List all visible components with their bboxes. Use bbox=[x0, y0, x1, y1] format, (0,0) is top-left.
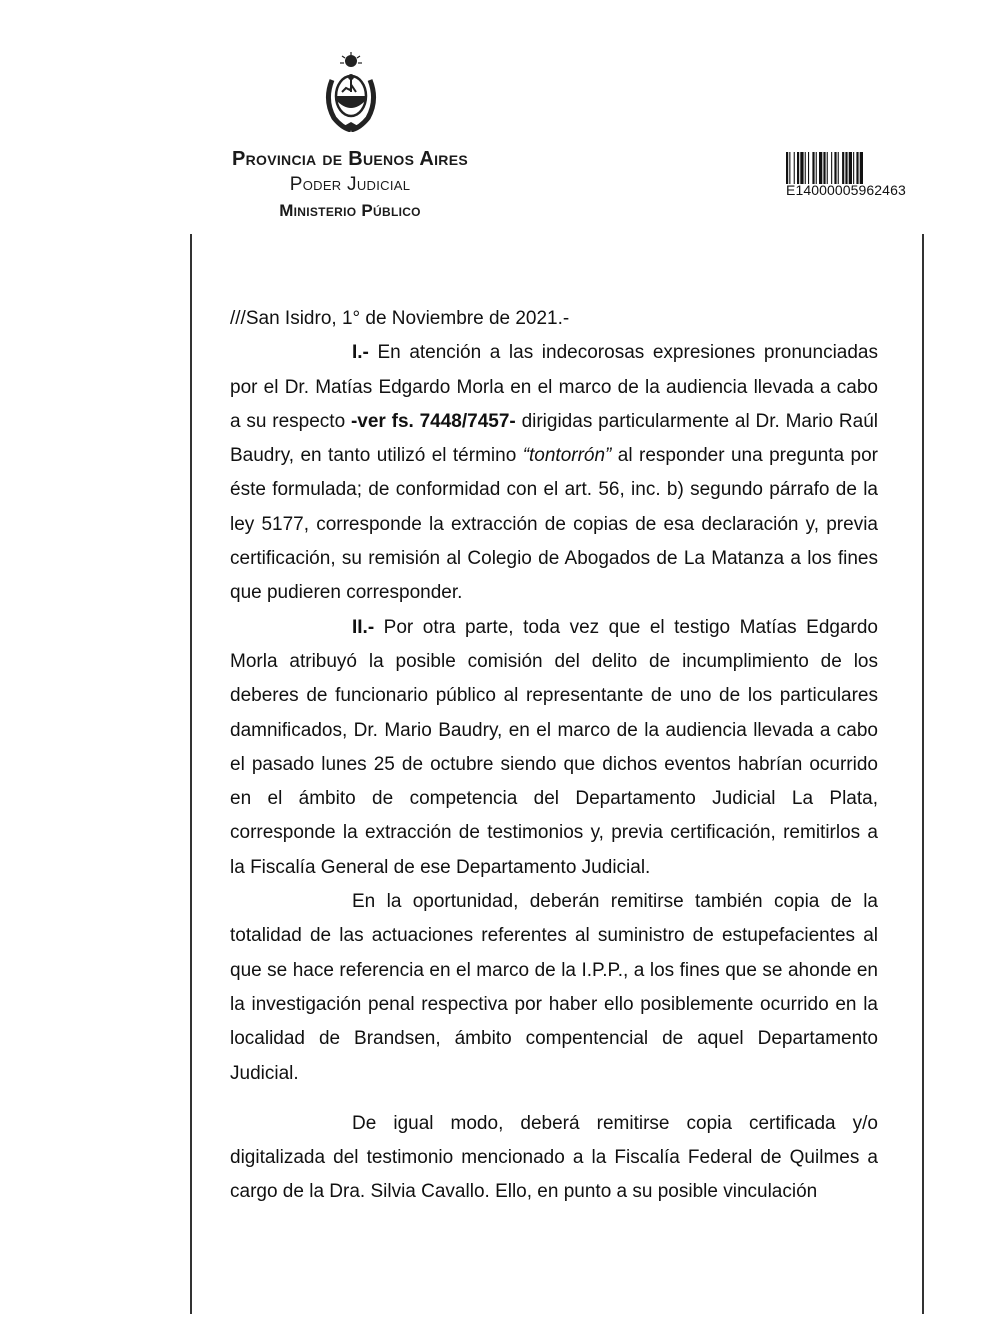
document-body bbox=[230, 302, 878, 1210]
header-judicial-power: Poder Judicial bbox=[289, 174, 411, 195]
section-2-marker: II.- bbox=[352, 616, 375, 638]
paragraph-4: De igual modo, deberá remitirse copia certificada y/o digitalizada del testimonio mencionado a la Fiscalía Federal de Quilmes a cargo de la Dra. Silvia Cavallo. Ello, en punto a su posible vinculación bbox=[230, 1112, 878, 1203]
header-public-ministry: Ministerio Público bbox=[279, 201, 421, 220]
header-province: Provincia de Buenos Aires bbox=[231, 148, 468, 170]
section-1-text-b: dirigidas particularmente al Dr. Mario Raúl Baudry, en tanto utilizó el término bbox=[230, 410, 878, 467]
paragraph-3: En la oportunidad, deberán remitirse también copia de la totalidad de las actuaciones referentes al suministro de estupefacientes al que se hace referencia en el marco de la I.P.P., a los fines que se ahonde en la investigación penal respectiva por haber ello posiblemente ocurrido en la localidad de Brandsen, ámbito compentencial de aquel Departamento Judicial. bbox=[230, 891, 878, 1084]
section-1-text-c: al responder una pregunta por éste formulada; de conformidad con el art. 56, inc. b) segundo párrafo de la ley 5177, corresponde la extracción de copias de esa declaración y, previa certificación, su remisión al Colegio de Abogados de La Matanza a los fines que pudieren corresponder. bbox=[230, 445, 878, 604]
section-1-reference: -ver fs. 7448/7457- bbox=[350, 410, 516, 432]
barcode-number: E14000005962463 bbox=[786, 182, 906, 198]
section-2-text: Por otra parte, toda vez que el testigo Matías Edgardo Morla atribuyó la posible comisión del delito de incumplimiento de los deberes de funcionario público al representante de uno de los particulares damnificados, Dr. Mario Baudry, en el marco de la audiencia llevada a cabo el pasado lunes 25 de octubre siendo que dichos eventos habrían ocurrido en el ámbito de competencia del Departamento Judicial La Plata, corresponde la extracción de testimonios y, previa certificación, remitirlos a la Fiscalía General de ese Departamento Judicial. bbox=[230, 616, 878, 878]
section-1-paragraph bbox=[230, 336, 878, 610]
left-margin-rule bbox=[190, 234, 192, 1314]
section-2-paragraph bbox=[230, 611, 878, 885]
section-1-term: “tontorrón” bbox=[522, 445, 612, 467]
coat-of-arms-seal-icon bbox=[322, 52, 380, 132]
section-1-text-a: En atención a las indecorosas expresiones pronunciadas por el Dr. Matías Edgardo Morla en el marco de la audiencia llevada a cabo a su respecto bbox=[230, 342, 878, 432]
barcode-block bbox=[786, 152, 918, 198]
institution-header bbox=[214, 146, 486, 224]
date-line: ///San Isidro, 1° de Noviembre de 2021.- bbox=[230, 308, 570, 329]
barcode-icon bbox=[786, 152, 914, 184]
section-1-marker: I.- bbox=[352, 342, 369, 364]
right-margin-rule bbox=[922, 234, 924, 1314]
